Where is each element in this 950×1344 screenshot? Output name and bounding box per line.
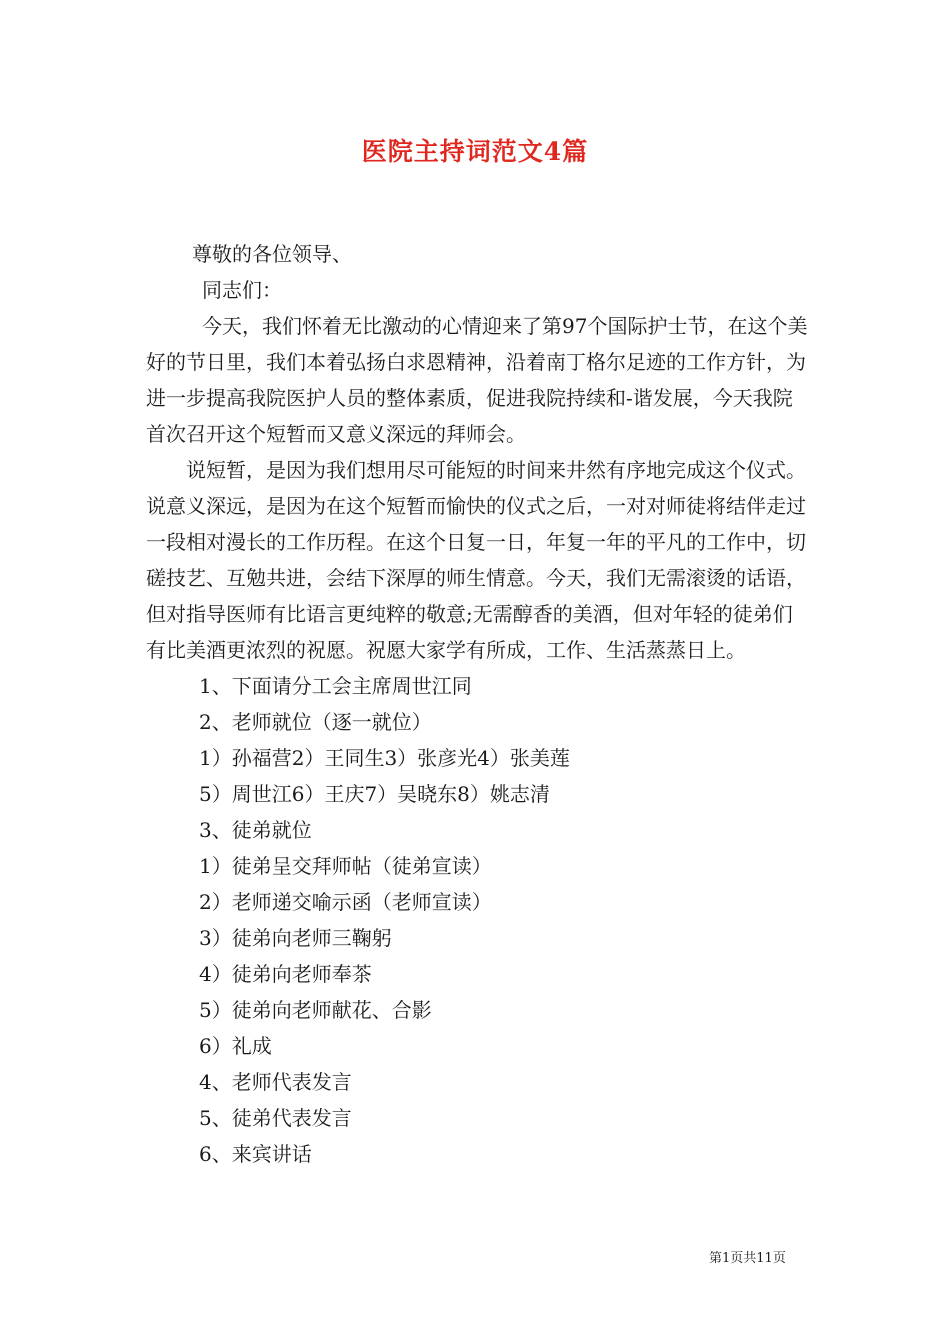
list-item: 4）徒弟向老师奉茶 — [199, 962, 372, 986]
list-item: 2、老师就位（逐一就位） — [199, 710, 432, 734]
list-item: 4、老师代表发言 — [199, 1070, 352, 1094]
document-body — [146, 236, 811, 1172]
list-item: 6）礼成 — [199, 1034, 272, 1058]
list-item: 6、来宾讲话 — [199, 1142, 312, 1166]
list-item: 5、徒弟代表发言 — [199, 1106, 352, 1130]
list-item: 5）周世江6）王庆7）吴晓东8）姚志清 — [199, 782, 550, 806]
page-number: 第1页共11页 — [709, 1251, 786, 1266]
list-item: 3、徒弟就位 — [199, 818, 312, 842]
paragraph-opening: 今天，我们怀着无比激动的心情迎来了第97个国际护士节，在这个美好的节日里，我们本着弘扬白求恩精神，沿着南丁格尔足迹的工作方针，为进一步提高我院医护人员的整体素质，促进我院持续和-谐发展，今天我院首次召开这个短暂而又意义深远的拜师会。 — [146, 314, 808, 446]
list-item: 3）徒弟向老师三鞠躬 — [199, 926, 392, 950]
list-item: 1、下面请分工会主席周世江同 — [199, 674, 472, 698]
list-item: 2）老师递交喻示函（老师宣读） — [199, 890, 492, 914]
document-title: 医院主持词范文4篇 — [361, 137, 589, 166]
list-item: 5）徒弟向老师献花、合影 — [199, 998, 432, 1022]
salutation-leaders: 尊敬的各位领导、 — [192, 242, 352, 266]
salutation-comrades: 同志们： — [202, 278, 282, 302]
paragraph-ceremony: 说短暂，是因为我们想用尽可能短的时间来井然有序地完成这个仪式。说意义深远，是因为在这个短暂而愉快的仪式之后，一对对师徒将结伴走过一段相对漫长的工作历程。在这个日复一日，年复一年的平凡的工作中，切磋技艺、互勉共进，会结下深厚的师生情意。今天，我们无需滚烫的话语，但对指导医师有比语言更纯粹的敬意;无需醇香的美酒，但对年轻的徒弟们有比美酒更浓烈的祝愿。祝愿大家学有所成，工作、生活蒸蒸日上。 — [146, 458, 806, 662]
list-item: 1）徒弟呈交拜师帖（徒弟宣读） — [199, 854, 492, 878]
list-item: 1）孙福营2）王同生3）张彦光4）张美莲 — [199, 746, 570, 770]
